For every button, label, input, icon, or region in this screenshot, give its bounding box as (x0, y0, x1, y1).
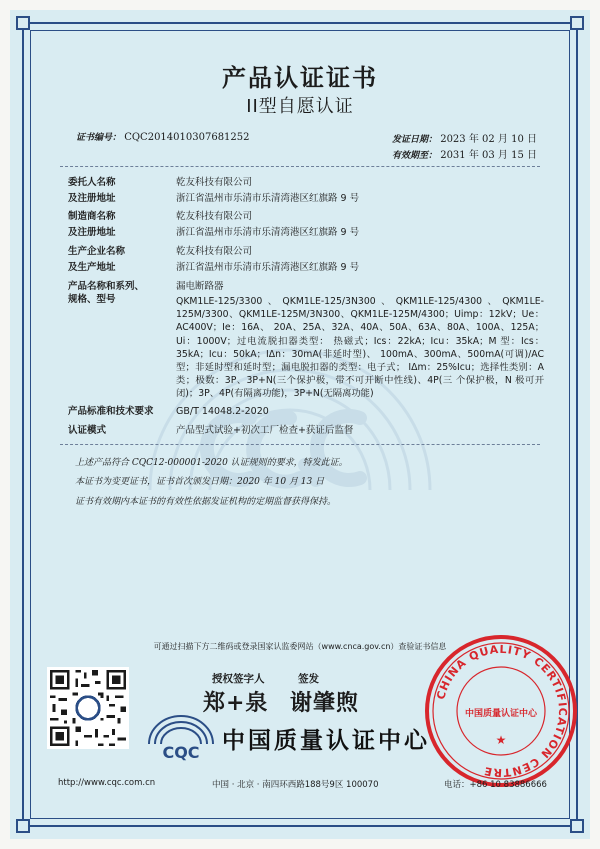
issuer-label: 签发 (298, 673, 319, 685)
authorized-signature: 郑+泉 (203, 690, 269, 716)
note-line-2: 本证书为变更证书，证书首次颁发日期：2020 年 10 月 13 日 (75, 477, 325, 487)
issue-date (392, 130, 537, 145)
corner-ornament-bl (16, 819, 30, 833)
client-name-label: 委托人名称 (68, 177, 116, 188)
product-spec-text: QKM1LE-125/3300、QKM1LE-125/3N300、QKM1LE-125/4300、QKM1LE-125M/3300、QKM1LE-125M/3N300、QKM1LE-125M/4300；Uimp：12kV；Ue：AC400V；Ie：16A、 20A、25A、32A、40A、50A、63A、80A、100A、125A；Ui：1000V；过电流脱扣器类型： 热磁式；Ics：22kA；Icu：35kA；M 型：Ics：35kA；Icu：50kA；IΔn：30mA(非延时型)、 100mA、300mA、500mA(可调)/AC 型；非延时型和延时型；漏电脱扣器的类型：电子式； IΔm：25%Icu；选择性类别：A 类；极数：3P、3P+N(三个保护极，带不可开断中性线)、4P(三 个保护极，N 极可开闭)；3P、4P(有隔离功能)，3P+N(无隔离功能) (176, 296, 544, 400)
cert-number-label: 证书编号： (76, 133, 122, 143)
corner-ornament-br (570, 819, 584, 833)
seal-inner-text: 中国质量认证中心 (464, 709, 538, 719)
authorized-signatory-label: 授权签字人 (212, 673, 265, 685)
cert-number-value: CQC2014010307681252 (124, 132, 250, 143)
maker-name-label: 制造商名称 (68, 211, 116, 222)
product-name-value: 漏电断路器 (176, 281, 224, 292)
certificate-subtitle: II型自愿认证 (246, 96, 354, 117)
footer-address: 中国 · 北京 · 南四环西路188号9区 100070 (212, 780, 379, 790)
client-name-value: 乾友科技有限公司 (176, 177, 253, 188)
divider-bottom (60, 444, 540, 445)
note-line-3: 证书有效期内本证书的有效性依据发证机构的定期监督获得保持。 (75, 497, 337, 507)
certificate-title: 产品认证证书 (222, 64, 378, 92)
maker-address-label: 及注册地址 (68, 227, 116, 238)
corner-ornament-tl (16, 16, 30, 30)
note-line-1: 上述产品符合 CQC12-000001-2020 认证规则的要求，特发此证。 (75, 458, 348, 468)
seal-ring-text: CHINA QUALITY CERTIFICATION CENTRE (434, 642, 570, 780)
divider-top (60, 166, 540, 167)
product-label (68, 280, 168, 306)
product-label-line1: 产品名称和系列、 (68, 281, 145, 292)
factory-address-label: 及生产地址 (68, 262, 116, 273)
cert-mode-value: 产品型式试验+初次工厂检查+获证后监督 (176, 425, 354, 436)
footer-phone: 电话：+86 10 83886666 (444, 780, 547, 790)
seal-star-icon: ★ (495, 733, 507, 747)
client-address-label: 及注册地址 (68, 193, 116, 204)
factory-name-label: 生产企业名称 (68, 246, 126, 257)
certification-seal (422, 632, 580, 790)
issue-date-label: 发证日期： (392, 135, 438, 145)
issuer-signature: 谢肇煦 (290, 690, 360, 716)
corner-ornament-tr (570, 16, 584, 30)
factory-address-value: 浙江省温州市乐清市乐清湾港区红旗路 9 号 (176, 262, 360, 273)
valid-date-label: 有效期至： (392, 151, 438, 161)
cqc-logo-icon (145, 714, 217, 762)
valid-date-value: 2031 年 03 月 15 日 (440, 150, 537, 161)
maker-name-value: 乾友科技有限公司 (176, 211, 253, 222)
cert-mode-label: 认证模式 (68, 425, 107, 436)
standard-value: GB/T 14048.2-2020 (176, 406, 269, 417)
qr-code-icon[interactable] (47, 667, 129, 749)
issuing-organization: 中国质量认证中心 (222, 728, 430, 754)
client-address-value: 浙江省温州市乐清市乐清湾港区红旗路 9 号 (176, 193, 360, 204)
cert-number (76, 130, 250, 143)
footer-website[interactable]: http://www.cqc.com.cn (58, 778, 156, 788)
issue-date-value: 2023 年 02 月 10 日 (440, 134, 537, 145)
qr-verify-note: 可通过扫描下方二维码或登录国家认监委网站（www.cnca.gov.cn）查验证书信息 (153, 642, 447, 651)
standard-label: 产品标准和技术要求 (68, 406, 154, 417)
factory-name-value: 乾友科技有限公司 (176, 246, 253, 257)
cqc-logo-text: CQC (162, 743, 200, 762)
valid-date (392, 146, 537, 161)
maker-address-value: 浙江省温州市乐清市乐清湾港区红旗路 9 号 (176, 227, 360, 238)
product-label-line2: 规格、型号 (68, 294, 116, 305)
